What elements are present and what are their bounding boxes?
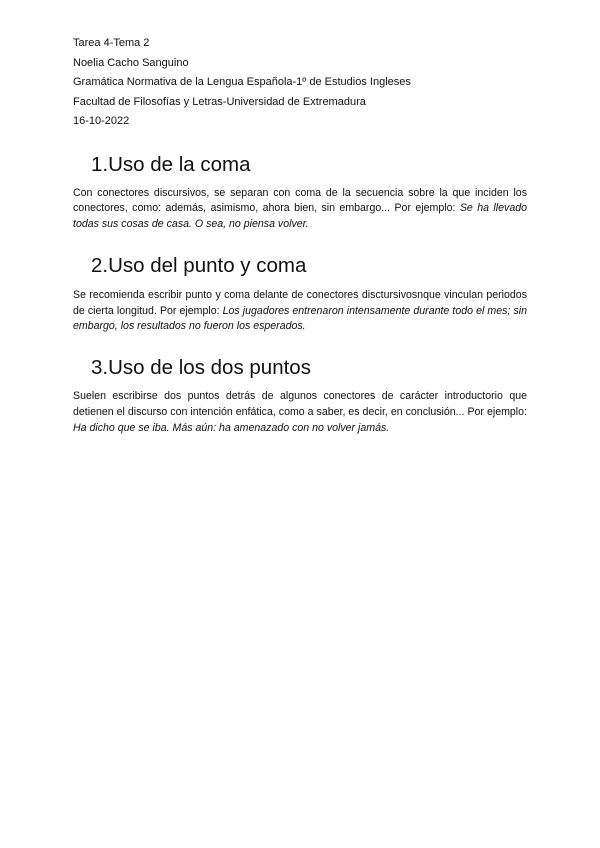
section-heading: 3.Uso de los dos puntos [91, 356, 311, 380]
section-heading: 1.Uso de la coma [91, 152, 251, 176]
example-text: Los jugadores entrenaron intensamente durante todo el mes; sin embargo, los resultados no fueron los esperados. [73, 304, 527, 333]
section-paragraph [73, 389, 527, 436]
section-coma [73, 152, 527, 233]
document-date: 16-10-2022 [73, 115, 130, 127]
document-header [73, 34, 527, 132]
paragraph-text: Se recomienda escribir punto y coma delante de conectores disctursivosnque vinculan periodos de cierta longitud. Por ejemplo: [73, 288, 527, 317]
paragraph-text: Con conectores discursivos, se separan con coma de la secuencia sobre la que inciden los conectores, como: además, asimismo, ahora bien, sin embargo... Por ejemplo: [73, 186, 527, 215]
course-name: Gramática Normativa de la Lengua Española-1º de Estudios Ingleses [73, 76, 411, 88]
assignment-title: Tarea 4-Tema 2 [73, 37, 150, 49]
author-name: Noelia Cacho Sanguino [73, 56, 189, 69]
example-text: Ha dicho que se iba. Más aún: ha amenazado con no volver jamás. [73, 421, 390, 434]
institution-name: Facultad de Filosofías y Letras-Universidad de Extremadura [73, 95, 366, 108]
paragraph-text: Suelen escribirse dos puntos detrás de algunos conectores de carácter introductorio que detienen el discurso con intención enfática, como a saber, es decir, en conclusión... Por ejemplo: [73, 390, 527, 419]
example-text: Se ha llevado todas sus cosas de casa. O sea, no piensa volver. [73, 202, 528, 231]
section-heading: 2.Uso del punto y coma [91, 253, 307, 277]
section-paragraph [73, 186, 527, 233]
section-paragraph [73, 288, 527, 335]
section-punto-y-coma [73, 253, 527, 335]
section-dos-puntos [73, 355, 527, 436]
